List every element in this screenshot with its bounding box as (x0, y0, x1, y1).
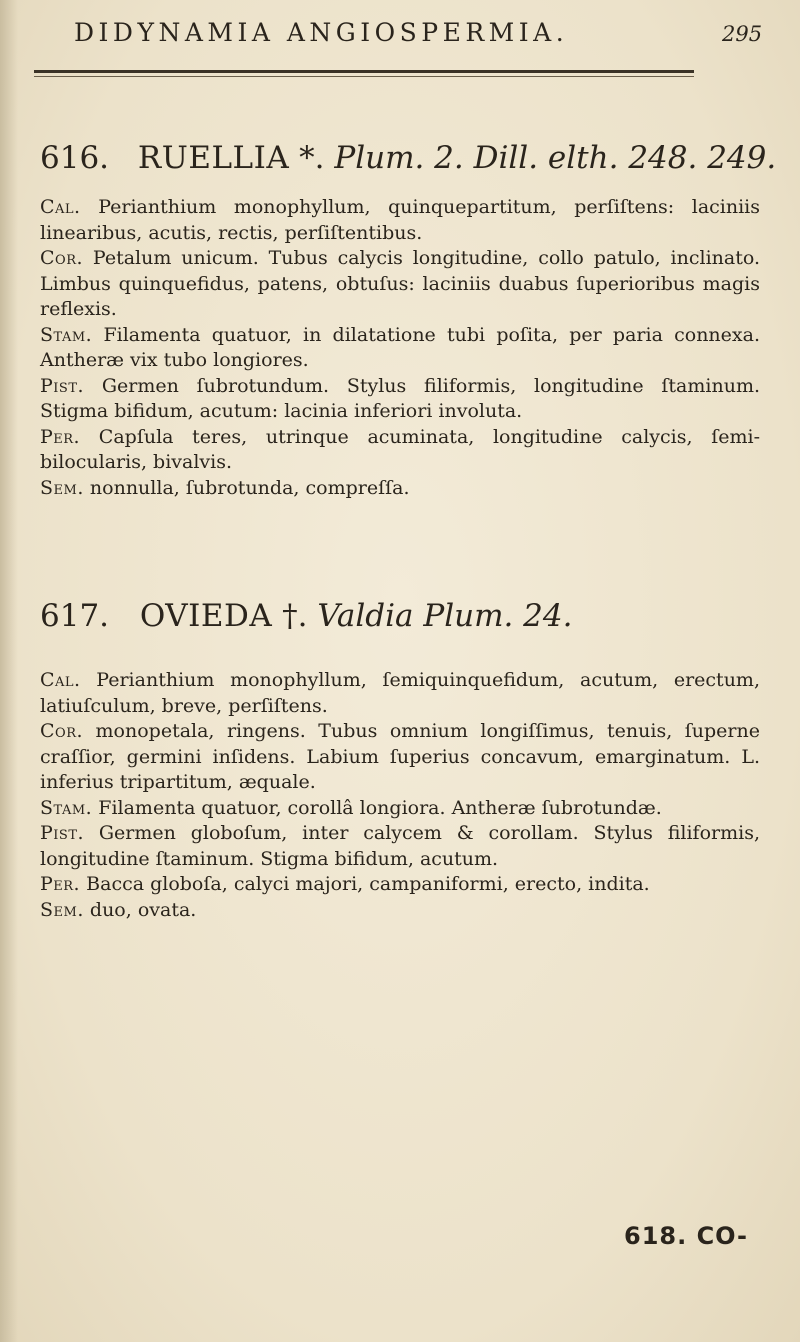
entry-label: Cal. (40, 669, 81, 691)
entry-label: Stam. (40, 796, 93, 819)
genus-description-616 (40, 195, 760, 501)
entry-text: Bacca globoſa, calyci majori, campaniformi, erecto, indita. (86, 873, 650, 895)
entry-label: Sem. (40, 898, 84, 921)
entry-calyx (40, 195, 760, 246)
entry-label: Pist. (40, 822, 85, 844)
genus-name: RUELLIA (137, 140, 290, 176)
entry-label: Sem. (40, 476, 84, 499)
entry-label: Per. (40, 425, 81, 448)
entry-text: Germen globoſum, inter calycem & corollam. Stylus filiformis, longitudine ſtaminum. Stigma bifidum, acutum. (40, 822, 760, 870)
entry-text: Filamenta quatuor, in dilatatione tubi poſita, per paria connexa. Antheræ vix tubo longiores. (40, 323, 760, 371)
running-head (74, 18, 774, 54)
entry-text: Perianthium monophyllum, quinquepartitum, perſiſtens: laciniis linearibus, acutis, rectis, perſiſtentibus. (40, 196, 761, 244)
entry-calyx (40, 668, 760, 719)
entry-text: monopetala, ringens. Tubus omnium longiſſimus, tenuis, ſuperne craſſior, germini inſidens. Labium ſuperius concavum, emarginatum. L. inferius tripartitum, æquale. (40, 720, 760, 793)
genus-heading-617 (40, 598, 573, 634)
genus-number: 616. (40, 140, 110, 176)
catchword: 618. CO- (624, 1222, 748, 1250)
genus-authority: Valdia Plum. 24. (317, 598, 573, 634)
entry-label: Pist. (40, 374, 85, 397)
entry-semina (40, 476, 760, 502)
entry-stamina (40, 796, 760, 822)
genus-mark: *. (299, 140, 325, 176)
entry-label: Cor. (40, 247, 84, 269)
genus-heading-616 (40, 140, 776, 176)
entry-corolla (40, 719, 760, 796)
genus-description-617 (40, 668, 760, 923)
genus-name: OVIEDA (139, 598, 273, 634)
entry-label: Stam. (40, 323, 93, 346)
genus-number: 617. (40, 598, 110, 634)
header-rule-thin (34, 76, 694, 77)
entry-text: duo, ovata. (89, 898, 197, 921)
entry-text: Filamenta quatuor, corollâ longiora. Antheræ ſubrotundæ. (98, 796, 662, 819)
entry-pistillum (40, 821, 760, 872)
entry-pericarpium (40, 872, 760, 898)
entry-text: Perianthium monophyllum, ſemiquinquefidum, acutum, erectum, latiuſculum, breve, perſiſtens. (40, 669, 760, 717)
entry-label: Per. (40, 873, 81, 895)
page-number: 295 (722, 22, 763, 46)
entry-text: Petalum unicum. Tubus calycis longitudine, collo patulo, inclinato. Limbus quinquefidus, patens, obtuſus: laciniis duabus ſuperioribus magis reflexis. (40, 247, 761, 320)
entry-text: Capſula teres, utrinque acuminata, longitudine calycis, ſemi-bilocularis, bivalvis. (40, 425, 760, 473)
gutter-shadow (0, 0, 18, 1342)
entry-label: Cal. (40, 196, 81, 218)
running-head-title: DIDYNAMIA ANGIOSPERMIA. (74, 18, 569, 47)
entry-text: nonnulla, ſubrotunda, compreſſa. (89, 476, 410, 499)
genus-mark: †. (282, 598, 308, 634)
entry-pistillum (40, 374, 760, 425)
entry-text: Germen ſubrotundum. Stylus filiformis, longitudine ſtaminum. Stigma bifidum, acutum: lacinia inferiori involuta. (40, 374, 760, 422)
header-rule (34, 70, 694, 73)
entry-corolla (40, 246, 760, 323)
entry-label: Cor. (40, 720, 84, 742)
entry-stamina (40, 323, 760, 374)
entry-pericarpium (40, 425, 760, 476)
genus-authority: Plum. 2. Dill. elth. 248. 249. (334, 140, 777, 176)
entry-semina (40, 898, 760, 924)
